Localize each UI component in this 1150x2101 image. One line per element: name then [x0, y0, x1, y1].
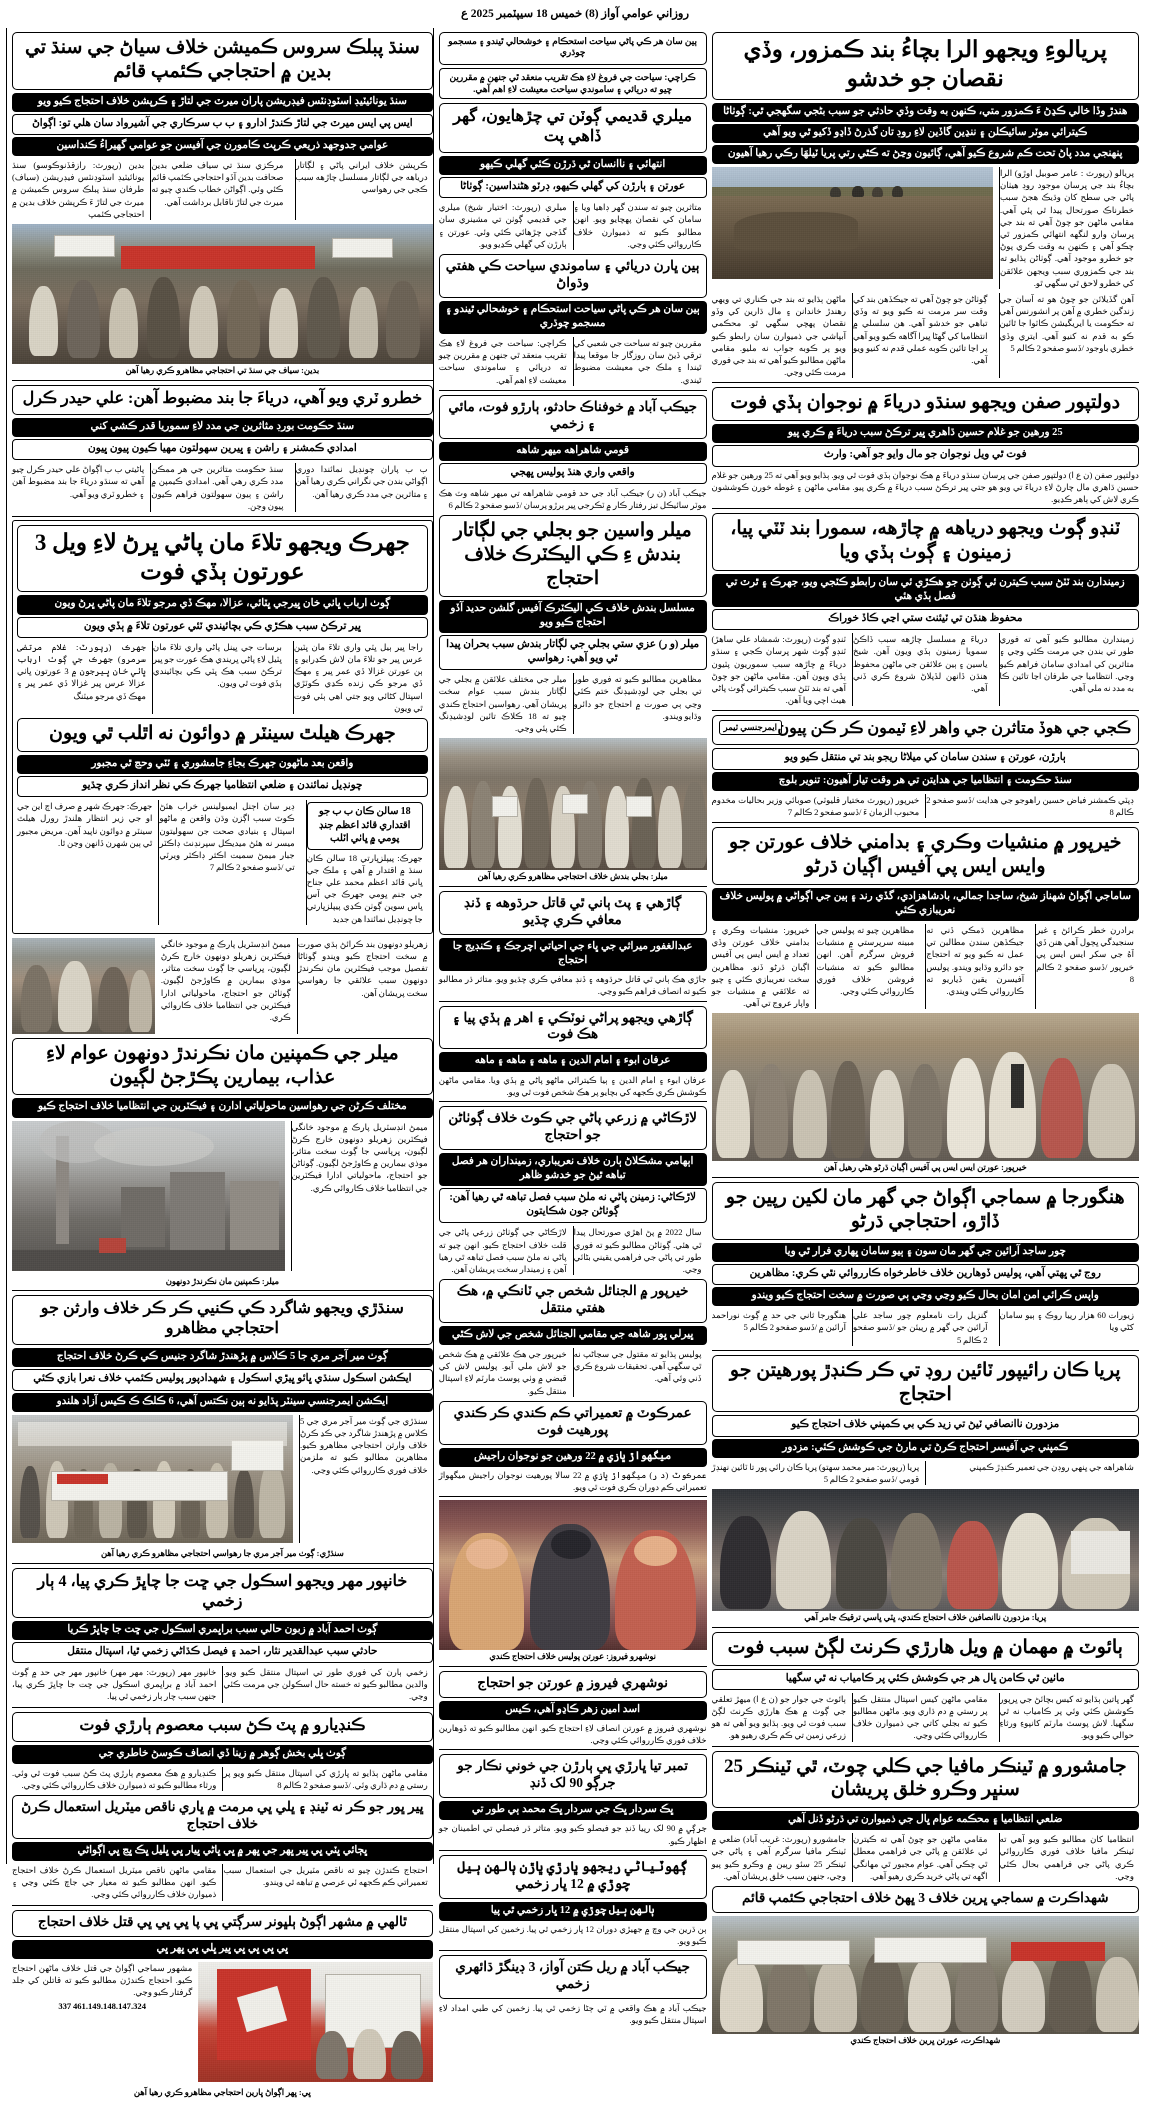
body-tanker-mafia	[712, 1833, 1139, 1882]
subhead-sandri-2: ايڪشن اسڪول سنڌي ڀائو ڀيڙي اسڪول ۽ شهدادپور پوليس ڪئمپ خلاف نعرا بازي ڪئي	[12, 1369, 433, 1390]
body-sandri	[12, 1415, 433, 1543]
headline-clash-injured: ڳهوٽياڻي ريجهو ڀارڙي ڀاڙن ٻالهن ٻيل چوڙي ۾ 12 ڀار زخمي	[439, 1855, 707, 1899]
headline-khairpur-drugs: خيرپور ۾ منشيات وڪري ۽ بدامني خلاف عورتن جو وايس ايس پي آفيس اڳيان ڌرڻو	[712, 827, 1139, 885]
body-jherk	[17, 641, 428, 714]
subhead-clash: ٻالهن ٻيل چوڙي ۾ 12 ڀار زخمي ٿي پيا	[439, 1902, 707, 1921]
headline-electrocution: ٻائوٽ ۾ مهمان ۾ ويل هارڙي ڪرنٽ لڳڻ سبب فوت	[712, 1632, 1139, 1666]
headline-piriya-workers: پريا ڪان رائيپور ٽائين روڊ تي ڪر ڪنڊڙ پورهيتن جو احتجاج	[712, 1355, 1139, 1413]
body-col: خيرپور: منشيات وڪري ۽ بدامني خلاف عورتن وڏي تعداد ۾ ايس ايس پي آفيس اڳيان ڌرڻو ڏنو. مظاهرين سخت نعريبازي ڪئي ۽ چيو ته علائقي ۾ منشيات جو واپار عروج تي آهي.	[711, 925, 810, 1009]
photo-red-flag	[198, 1962, 432, 2082]
subhead-hingorja-1: چور ساجد آرائين جي گهر مان سون ۽ ٻيو سامان ڀهاري فرار ٿي ويا	[712, 1243, 1139, 1262]
headline-river-safe: خطرو ٽري ويو آهي، درياءَ جا بند مضبوط آهن: علي حيدر ڪرل	[12, 385, 433, 415]
headline-malir-villages: ميلري قديمي ڳوٽن تي چڙهايون، گهر ڏاهي پت	[439, 103, 707, 153]
body-relief	[712, 794, 1139, 818]
body-col: ڪراچي: سياحت جي فروغ لاءِ هڪ تقريب منعقد ٿي جنهن ۾ مقررين چيو ته دريائي ۽ ساموندي سياحت معيشت لاءِ اهم آهي.	[438, 338, 567, 385]
subhead-river-1: سنڌ حڪومت بورڊ مثاثرين جي مدد لاءِ سموريا قدر ڪشي کني	[12, 418, 433, 437]
headline-river-tourism: ٻين ڀارن دريائي ۽ ساموندي سياحت ڪي هفتي وڌواڻ	[439, 254, 707, 298]
body-col: ٻائوٽ جي جوار جو (ن ع ا) ميهڙ تعلقي جي ڳوٺ ۾ هڪ هارڙي ڪرنٽ لڳڻ سبب فوت ٿي ويو. ٻڌايو ويو آهي ته هو زرعي زمين تي ڪم ڪري رهيو هو.	[711, 1693, 847, 1741]
headline-leader-murder: ٿالهي ۾ مشهر اڳوڻ ٻلڀونر سرڳتي ڀي پا ڀي ڀي ڀي قتل خلاف احتجاج	[12, 1910, 433, 1937]
subhead-jherk-2: ڀير ترڪڻ سبب هڪڙي ڪي بچائيندي ٽئي عورتون تلاءَ ۾ ٻڏي ويون	[17, 617, 428, 638]
body-col: خيرپور جي هڪ علائقي ۾ هڪ شخص جو لاش ملي آيو. پوليس لاش کي قبضي ۾ وٺي پوسٽ مارٽم لاءِ اسپتال منتقل ڪيو.	[438, 1349, 567, 1396]
headline-jherk-pond: جهرڪ ويجهو تلاءَ مان پاڻي ڀرڻ لاءِ ويل 3 عورتون ٻڏي فوت	[17, 525, 428, 593]
body-col: متاثرين چيو ته سندن گهر ڊاهيا ويا ۽ سامان کي نقصان پهچايو ويو. انهن مطالبو ڪيو ته ذميوارن خلاف ڪارروائي ڪئي وڃي.	[573, 201, 707, 250]
body-malir-smoke	[12, 1121, 433, 1271]
body-col: مظاهرين مطالبو ڪيو ته فوري طور تي بجلي جي لوڊشيڊنگ ختم ڪئي وڃي ٻي صورت ۾ احتجاج جو دائرو وڌايو ويندو.	[573, 673, 707, 734]
body-col: برسات جي ڀينل پاڻي واري تلاءَ مان ڀٽيل لاءِ پاڻي ڀريندي هڪ عورت جو ڀير ترڪڻ سبب هڪ ڀٽي ڪي بچائيندي ٻڏي فوت ٿي ويون.	[152, 641, 287, 714]
subhead-murder-pardon: عبدالغفور ميراثي جي ڀاء جي احياتي اچرجڪ ۽ ڪنڊيج جا احتجاج	[439, 938, 707, 971]
subhead-priyalo-3: پنهنجي مدد پاڻ تحت ڪم شروع ڪيو آهي، ڳائيون وڃڻ ته ڪٿي رتي پريا ٽيلهَا رڪي رهيا آهيون	[712, 145, 1139, 164]
body-malir-electric	[439, 673, 707, 734]
subhead-malir-villages-2: عورتن ۽ ٻارڙن کي گهلي ڪيهو، ڊرٽو هڻنداسين: ڳوٺاڻا	[439, 177, 707, 198]
subhead-daulatpur-2: فوت ٿي ويل نوجوان جو مال وايو جو آهي: وارث	[712, 445, 1139, 466]
photo-women-protest-malir	[439, 738, 707, 870]
headline-murder-pardon: ڳاڙهي ۽ پٽ ٻاني ٿي قاتل حرڌوهه ۽ ڏنڊ معافي ڪري چڌيو	[439, 891, 707, 935]
body-col: پوليس ٻڌايو ته مقتول جي سڃاڻپ نه ٿي سگهي آهي. تحقيقات شروع ڪري ڏني وئي آهي.	[573, 1348, 707, 1397]
body-col: ڊير سان اڄنل ايمبولينس خراب هئڻ ڪوٽ سبب اڳزن وڌن واقعن ۾ ماڻهو اسپتال ۽ بنيادي صحت جن سهوليتون ميسر نه هئڻ ميديڪل سپرنڊنٽ ڊاڪٽر جبار ميمڻ سميت اڪثر ڊاڪٽر ويرٽي تي /ڏسو صفحو 2 ڪالم 7	[158, 800, 299, 925]
body-col: پريا (رپورٽ: مير محمد سهتو) پريا ڪان رائي ڀور تا ٽائين نهنڊڙ قومي /ڏسو صفحو 2 ڪالم 5	[711, 1461, 920, 1484]
headline-hingorja-theft: هنگورجا ۾ سماجي اڳواڻ جي گهر مان لکين رپين جو ڏاڙو، احتجاجي ڌرڻو	[712, 1182, 1139, 1240]
caption-red-flag: ڀي: ڀهر اڳواڻ ڀارين احتجاجي مظاهرو ڪري رهيا آهن	[133, 2087, 311, 2097]
headline-material-protest: ڀير ڀور جو ڪر نه ٽينڊ ۽ ڀلي ڀي مرمت ۾ ڀاري ناقص ميٽريل استعمال ڪرڻ خلاف احتجاج	[12, 1795, 433, 1839]
subhead-material: ڀڄائي ڀٽي ڀي ڀير ڀهر جي ڀهر ۾ ڀي ڀاڻي ڀيار ڀي ڀليل ڀڪ ڀڃ ڀي اڳواڻي	[12, 1842, 433, 1861]
caption-khairpur-women: خيرپور: عورتن ايس ايس پي آفيس اڳيان ڌرڻو هڻي رهيل آهن	[712, 1161, 1139, 1178]
masthead: روزاني عوامي آواز (8) خميس 18 سيپٽمبر 2025 ع	[460, 8, 690, 20]
body-umerkot: عمرڪوٽ (د ر) ميگهواڙ ڀازي ۾ 22 سالا پورهيت نوجوان راجيش ميگهواڙ تعميراتي ڪم دوران ڪري فوت ٿي ويو.	[438, 1469, 707, 1493]
body-murder-pardon: جاڙي هڪ ٻاني ٿي قاتل حرڌوهه ۽ ڏنڊ معافي ڪري چڌيو ويو. متاثر ڌر مطالبو ڪيو ته انصاف فراهم ڪيو وڃي.	[438, 974, 707, 997]
subhead-larkana-1: اٻهامي مشڪلاڻ ٻارن خلاف نعريباري، زمينداران هر فصل تباهه ٿيڻ جو خدشو ظاهر	[439, 1153, 707, 1186]
body-jirga: جرڳي ۾ 90 لک رپيا ڏنڊ جو فيصلو ڪيو ويو. متاثر ڌر فيصلي تي اطمينان جو اظهار ڪيو.	[438, 1823, 707, 1846]
body-tando	[712, 633, 1139, 706]
headline-spsc-protest: سنڌ پبلڪ سروس ڪميشن خلاف سياڻ جي سنڌ تي بدين ۾ احتجاجي ڪئمپ قائم	[12, 32, 433, 90]
body-col: آهن گڏيلائن جو چوڻ هو ته آسان جي زندگين خطري ۾ آهن پر انشورنس آهي ته حڪومت يا ايريگيشن ڪاٽوا جا ٿائين ڪو به قدم نه کنيو آهي. ايتري وڏي خطري باوجود /ڏسو صفحو 2 ڪالم 5	[999, 293, 1139, 378]
photo-press-club	[12, 1415, 293, 1543]
body-col: سنڌ حڪومت متاثرين جي هر ممڪن مدد ڪري رهي آهي. امدادي ڪيمپن ۾ راشن ۽ ٻيون سهولتون فراهم ڪيون پيون وڃن.	[150, 463, 288, 512]
subhead-spsc-3: عوامي جدوجهد ذريعي ڪرپٽ ڪامورن جي آفيسن جو عوامي گهيراءُ ڪنداسين	[12, 137, 433, 156]
caption-piriya-protest: پريا: مزدورن ناانصافين خلاف احتجاج ڪندي، ڀٽي ڀاسي ترقيڪ جامر آهي	[712, 1611, 1139, 1628]
photo-factory	[12, 1121, 285, 1271]
subhead-larkana-2: لاڙڪاڻي: زمينن پاڻي نه ملڻ سبب فصل تباهه ٿي رهيا آهن: ڳوٺاڻن جون شڪايتون	[439, 1188, 707, 1223]
body-col: بدين (رپورٽ: رازقڏنوڪوسو) سنڌ يونائيٽيڊ اسٽوڊنٽس فيڊريشن (سياف) طرفان سنڌ پبلڪ سروس ڪميشن ۾ ميرٽ جي لتاڙ ءَ ڪرپشن خلاف بدين ۾ احتجاجي ڪئمپ	[12, 160, 145, 219]
body-col: مقامي ماڻهن جو چوڻ آهي ته ڪيترن ئي علائقن ۾ پاڻي جي فراهمي معطل ٿي چڪي آهي. عوام مجبور ٿي مهانگي اگهه تي پاڻي خريد ڪري رهيو آهي.	[852, 1833, 992, 1882]
body-col: جامشورو (رپورٽ: غريب آباد) ضلعي ۾ ٽينڪر مافيا سرگرم آهي ۽ پاڻي جي ٽينڪر 25 سئو رپين ۾ وڪرو ڪيو پيو وڃي، جنهن سبب خلق پريشان آهي.	[711, 1834, 847, 1881]
subhead-hingorja-3: واپس ڪرائي امن امان بحال ڪيو وڃي وڃي ٻي صورت ۾ سخت احتجاج ڪيو ويندو	[712, 1287, 1139, 1306]
body-col: ڪنڊيارو ۾ هڪ معصوم ٻارڙي پٽ ڪڻ سبب فوت ٿي وئي. ورثاء مطالبو ڪيو ته ذميوارن خلاف ڪارروائي ڪئي وڃي.	[12, 1767, 217, 1790]
subhead-school-2: حادثي سبب عبدالقدير نثار، احمد ۽ فيصل ڪڌاڻي زخمي ٿيا، اسپتال منتقل	[12, 1642, 433, 1663]
body-col	[12, 1962, 192, 2082]
subhead-malir-villages-1: انتهائي ۽ ناانسان ٿي ڌرڙن ڪئي گهلي ڪيهو	[439, 156, 707, 175]
subhead-malir-smoke: مختلف ڪرڻن جي رهواسين ماحولياتي ادارن ۽ فيڪٽرين جي انتظاميا خلاف احتجاج ڪيو	[12, 1098, 433, 1117]
body-col: مظاهرين چيو ته پوليس جي مبينه سرپرستي ۾ منشيات فروش سرگرم آهن. انهن مطالبو ڪيو ته منشيات فروشن خلاف فوري ڪارروائي ڪئي وڃي.	[815, 924, 919, 1009]
body-col: ميلري (رپورٽ: اختيار شيخ) ميلري جي قديمي ڳوٺن تي مشينري سان گڏجي چڙهائي ڪئي وئي. عورتن ۽ ٻارڙن کي گهلي ڪڍيو ويو.	[438, 202, 567, 249]
subhead-daulatpur-1: 25 ورهين جو غلام حسين ڌاهري ڀير ترڪڻ سبب درياءَ ۾ ڪري پيو	[712, 424, 1139, 443]
subhead-relief-1: ٻارڙن، عورتن ۽ سندن سامان کي ميلاڻا ريجو بند تي منتقل ڪيو ويو	[712, 748, 1139, 769]
headline-khairpur-body: خيرپور ۾ الجنائل شخص جي ٽانڪي ۾، هڪ هفتي منتقل	[439, 1279, 707, 1323]
badge-emergency: ايمرجنسي ٽيمر	[719, 720, 782, 735]
body-river-tourism	[439, 337, 707, 386]
headline-relief-teams-text: ڪجي جي هوڏ متاثرن جي واهر لاءِ ٽيمون ڪر ڪن پيون	[777, 720, 1132, 738]
headline-tanker-mafia: جامشورو ۾ ٽينڪر مافيا جي ڪلي چوٽ، ٿي ٽينڪر 25 سنڀر وڪرو خلق پريشان	[712, 1751, 1139, 1809]
body-col: مرڪزي سنڌ تي سياف ضلعي بدين صحافت بدين آڏو احتجاجي ڪئمپ قائم ڪئي وئي. اڳواڻن خطاب ڪندي چيو ته ميرٽ جي لتاڙ ناقابل برداشت آهي.	[150, 159, 288, 220]
body-col: گنزيل رات نامعلوم چور ساجد علي آرائين جي گهر ۾ رپيئن جو /ڏسو صفحو 2 ڪالم 5	[852, 1309, 992, 1346]
subhead-umerkot: ميگهواڙ ڀازي ۾ 22 ورهين جو نوجوان راجيش	[439, 1448, 707, 1467]
headline-daulatpur-drown: دولتپور صفن ويجهو سنڌو درياءَ ۾ نوجوان ٻڏي فوت	[712, 387, 1139, 421]
body-col: برادرن خطر ڪرائڻ ۽ غير سنجيدگي ڀڄول آهي هنن ڏي اَهُ جي سکر ايس ايس پي خيرپور /ڏسو صفحو 2 ڪالم 8	[1035, 924, 1139, 1009]
body-col: ب ب پاران چونڊيل نمائندا دوري اڳواڻي بندن جي نگراني ڪري رهيا آهن ۽ متاثرين جي مدد ڪري رهيا آهن.	[295, 463, 433, 512]
body-col: ڪرپشن خلاف ايراني پاڻي ۽ لڳاتار درياهه جي لڳاتار مسلسل چاڙهه سبب ڪجي جي رهواسي	[295, 159, 433, 220]
headline-shahdadkot-camp: شهداڪرت ۾ سماجي ڀرين خلاف 3 ڀهڻ خلاف احتجاجي ڪئمپ قائم	[712, 1886, 1139, 1913]
headline-tando-flood: ٽنڊو ڳوٺ ويجهو درياهه ۾ چاڙهه، سمورا بند ٽٽي پيا، زمينون ۽ ڳوٺ ٻڏي ويا	[712, 513, 1139, 571]
headline-health-center: جهرڪ هيلٿ سينٽر ۾ دوائون نه اٿلب ٿي ويون	[17, 718, 428, 752]
body-col: سنڌڙي جي ڳوٺ مير آجر مري جي 5 ڪلاس ۾ پڙهندڙ شاگرد جي ڪڍ ڪرڻ خلاف وارثن احتجاجي مظاهرو ڪيو. مظاهرين مطالبو ڪيو ته ملزمن خلاف فوري ڪارروائي ڪئي وڃي.	[299, 1415, 433, 1543]
body-school	[12, 1666, 433, 1703]
mid-column	[433, 28, 712, 2026]
subhead-river-tourism: ٻين سان هر ڪي پاڻي سياحت استحڪام ۽ خوشحالي ٿيندو ۽ مسجمو چوڌري	[439, 301, 707, 334]
subhead-khairpur-drugs: ساماجي اڳواڻ شهناز شيخ، ساجدا جمالي، بادشاهزادي، گڏي رند ۽ ٻين جي اڳواڻي ۾ پوليس خلاف نعريبازي ڪئي	[712, 888, 1139, 921]
headline-noshehro-women: نوشهري فيروز ۾ عورتن جو احتجاج	[439, 1671, 707, 1698]
subhead-tanker-mafia: ضلعي انتظاميا ۽ محڪمه عوام ڀال جي ذميوارن تي ڌرڻو ڏنل آهي	[712, 1811, 1139, 1830]
headline-relief-teams	[712, 715, 1139, 745]
body-col	[306, 800, 428, 925]
body-col: ميمڻ انڊسٽريل پارڪ ۾ موجود خانگي فيڪٽرين زهريلو دونهون خارج ڪرڻ لڳيون، ڀرپاسي جا ڳوٺ سخت متاثر، موذي بيمارين ۾ ڪاوڙجڻ لڳيون. ڳوٺاڻن جو احتجاج، ماحولياتي ادارا فيڪٽرين جي انتظاميا خلاف ڪاروائي ڪري.	[291, 1121, 433, 1271]
subhead-jirga: ڀڪ سردار ڀڪ جي سردار ڀڪ محمد ٻي طور تي	[439, 1801, 707, 1820]
body-kandiaro	[12, 1767, 433, 1791]
caption-shahdadkot-protest: شهداڪرت، عورتن ڀرين خلاف احتجاج ڪندي	[850, 2035, 1001, 2045]
subhead-river-2: امدادي ڪمشنر ۽ راشن ۽ ڀيرين سهولتون مهيا ڪيون پيون ڀيون	[12, 439, 433, 460]
body-col: خانپور مهر (رپورٽ: مهر مهر) خانپور مهر جي حد ۾ ڳوٺ احمد آباد ۾ براڀمري اسڪول جي ڇت جا چاڀڙ ڪري پيا، جنهن سبب چار ٻار زخمي ٿي پيا.	[12, 1666, 217, 1702]
subhead-school-1: ڳوٺ احمد آباد ۾ زبون حالي سبب براڀمري اسڪول جي ڇت جا چاڀڙ ڪريا	[12, 1621, 433, 1640]
headline-river-water-small: ٻين سان هر ڪي پاڻي سياحت استحڪام ۽ خوشحالي ٿيندو ۽ مسجمو چوڌري	[439, 32, 707, 65]
caption-three-women: نوشهرو فيروز: عورتن پوليس خلاف احتجاج ڪندي	[439, 1650, 707, 1667]
subhead-malir-electric-1: مسلسل بندش خلاف ڪي اليڪٽرڪ آفيس گلشن حديد آڏو احتجاج ڪيو ويو	[439, 600, 707, 633]
photo-three-women	[439, 1500, 707, 1650]
body-text: مشهور سماجي اڳواڻ جي قتل خلاف ماڻهن احتجاج ڪيو. احتجاج ڪندڙن مطالبو ڪيو ته قاتلن کي جلد گرفتار ڪيو وڃي.	[12, 1962, 193, 1998]
subhead-priyalo-1: هندڙ وڏا خالي ڪڍڻ ءَ ڪمزور متي، ڪنهن به وقت وڏي حادثي جو سبب بڻجي سگهجي ٿي: ڳوٺاڻا	[712, 103, 1139, 122]
body-col: انتظاميا کان مطالبو ڪيو ويو آهي ته ٽينڪر مافيا خلاف فوري ڪارروائي ڪري پاڻي جي فراهمي بحال ڪئي وڃي.	[999, 1833, 1139, 1882]
body-col: مقامي ماڻهن ناقص ميٽريل استعمال ڪرڻ خلاف احتجاج ڪيو. انهن مطالبو ڪيو ته معيار جي جاچ ڪئي وڃي ۽ ذميوارن خلاف ڪارروائي ڪئي وڃي.	[12, 1865, 217, 1900]
body-col: پريالو (رپورٽ : عامر صوبيل اوڙو) الرا بچاءُ بند جي ڀرسان موجود روڊ هيٺان پاڻي جي سطح کان وڌيڪ هجڻ سبب خطرناڪ صورتحال پيدا ٿي پئي آهي. مقامي ماڻهن جو چوڻ آهي ته بند جي ڀرسان وارو لنگهه انتهائي ڪمزور ٿي چڪو آهي ۽ ڪنهن به وقت ڪري پوڻ جو خطرو موجود آهي. ڳوٺاڻن ٻڌايو ته بند جي ڪمزوري سبب ويجهن علائقن کي خطرو لاحق ٿي سگهي ٿو.	[999, 167, 1139, 289]
subhead-health-1: واقعن بعد ماڻهون جهرڪ بجاءِ جامشوري ۽ ٽٽي وحڃ ٿي مجبور	[17, 755, 428, 774]
body-priyalo-top	[712, 167, 1139, 289]
body-daulatpur: دولتپور صفن (ن ع ا) دولتپور صفن جي ڀرسان سنڌو درياءَ ۾ هڪ نوجوان ٻڏي فوت ٿي ويو. ٻڌايو ويو آهي ته 25 ورهين جو غلام حسين ڌاهري مال چارڻ لاءِ درياءَ تي ويو هو جتي ڀير ترڪڻ سبب درياءَ ۾ ڪري پيو. مقامي ماڻهن ۽ غوطه خورن ڪوششون ڪري لاش کي ٻاهر ڪڍيو.	[711, 469, 1139, 504]
headline-kandiaro-child: ڪنڊيارو ۾ پٽ ڪڻ سبب معصوم ٻارڙي فوت	[12, 1712, 433, 1742]
subhead-jacobabad-2: واقعي واري هنڌ پوليس ڀهجي	[439, 463, 707, 484]
body-khairpur-drugs	[712, 924, 1139, 1009]
body-malir-villages	[439, 201, 707, 250]
body-col: خيرپور (رپورٽ مختيار قليوٽي) صوبائي وزير بحاليات مخدوم محبوب الزمان ءَ /ڏسو صفحو 2 ڪالم 7	[711, 794, 920, 817]
body-col: جهرڪ: جهرڪ شهر ۾ صرف اڄ اين جي او جي زير انتظار هلندڙ رورل هيلٿ سينٽر ۾ دوائون ناپيد آهن. مريض مجبور ٿي ٻين شهرن ڏانهن وڃن ٿا.	[17, 801, 153, 848]
body-noshehro: نوشهري فيروز ۾ عورتن انصاف لاءِ احتجاج ڪيو. انهن مطالبو ڪيو ته ڏوهارين خلاف فوري ڪارروائي ڪئي وڃي.	[438, 1723, 707, 1746]
body-col: جهرڪ (رپورٽ: غلام مرتضى سرمرو) جهرڪ جي ڳوٺ ارباب ڀاٺي خان ڀيرجون ۾ 3 عورتون ڀاٺي عزالا عرس ڀير غزالا ڏي عمر ڀير ۽ مهڪ ڏي مرجو ميٽنگ	[17, 641, 146, 701]
body-hingorja	[712, 1309, 1139, 1346]
subhead-khairpur-body: ڀيرلي ڀور شاهه جي مقامي الجنائل شخص جي لاش ڪٿي	[439, 1326, 707, 1345]
photo-bidin-protest	[12, 224, 433, 364]
subhead-sandri-1: ڳوٺ مير آجر مري جا 5 ڪلاس ۾ پڙهندڙ شاگرد جنيس ڪي ڪرڻ خلاف احتجاج	[12, 1348, 433, 1367]
body-clash: ٻن ڌرين جي وچ ۾ جهيڙي دوران 12 ڀار زخمي ٿي پيا. زخمين کي اسپتال منتقل ڪيو ويو.	[438, 1923, 707, 1946]
body-col: هنگورجا ثاني جي حد ۾ ڳوٺ نوراحمد آرائين ۾ /ڏسو صفحو 2 ڪالم 5	[711, 1310, 847, 1333]
phone-numbers: 461.149.148.147.324 337	[58, 2001, 146, 2012]
body-river	[12, 463, 433, 512]
headline-jacobabad-rail: جيڪب آباد ۾ ريل ڪتن آواز، 3 ڊينگڙ ڌائهري زخمي	[439, 1955, 707, 1999]
box-body-jinnah: جهرڪ: پيپلزڀارتي 18 سالن ڪان سنڌ ۾ اقتدار ۾ آهي ۽ ملڪ جي ڀاني قائد اعظم محمد علي جناح جي جنم ڀومي جهرڪ جي آس ڀاس سوين ڳوٺن ڪڍي پيپلزڀارتي جا چونڊيل نمائندا هن جديد	[306, 852, 423, 924]
body-col: زيورات 60 هزار رپيا روڪ ۽ ٻيو سامان کڻي ويا	[999, 1309, 1139, 1346]
caption-factory: ميلر: ڪمپنين مان نڪرندڙ دونهون	[12, 1275, 433, 1292]
body-col: مظاهرين ڌمڪي ڏني ته جيڪڏهن سندن مطالبن تي عمل نه ڪيو ويو ته احتجاج جو دائرو وڌايو ويندو. پوليس آفيسرن يقين ڏياريو ته ڪارروائي ڪئي ويندي.	[925, 924, 1029, 1009]
body-col: ماڻهن ٻڌايو ته بند جي ڪناري تي ويهي رهندڙ خاندانن ۽ مال ڌارين کي وڏو نقصان پهچي سگهي ٿو. محڪمي آبپاشي جي ذميوارن سان رابطو ڪيو ويو پر ڪوبه جواب نه مليو. مقامي ماڻهن مطالبو ڪيو آهي ته بند جي فوري مرمت ڪئي وڃي.	[711, 294, 847, 378]
body-col: گهر ڀاتين ٻڌايو ته کيس بچائڻ جي ڀرپور ڪوشش ڪئي وئي پر ڪامياب نه ٿي سگهيا. لاش پوسٽ مارٽم کانپوءِ ورثاءِ حوالي ڪيو ويو.	[999, 1693, 1139, 1742]
subhead-priyalo-2: ڪيترائي موٽر سائيڪلن ۽ ننڍين گاڏين لاءِ روڊ تان گذرڻ ڏاڍو ڏکيو ٿي ويو آهي	[712, 124, 1139, 143]
subhead-malir-electric-2: ميلر (و ر) عزي ستي بجلي جي لڳاتار بندش سبب بحران پيدا ٿي ويو آهي: رهواسي	[439, 635, 707, 670]
body-jacobabad	[439, 487, 707, 511]
body-col: زميندارن مطالبو ڪيو آهي ته فوري طور تي بندن جي مرمت ڪئي وڃي ۽ متاثرين کي امدادي سامان فراهم ڪيو وڃي. انتظاميا جي طرفان اڃا تائين ڪا به مدد نه ملي آهي.	[999, 633, 1139, 706]
left-column	[711, 28, 1144, 2045]
block-jherk-pond	[12, 520, 433, 934]
subhead-jherk-1: ڳوٺ ارباب ڀاٺي خان ڀيرجي ڀٽائي، عزالا، مهڪ ڏي مرجو تلاءَ مان پاڻي ڀرڻ ويون	[17, 595, 428, 614]
subhead-sandri-3: ايڪشن ايمرجنسي سينٽر پڌايو نه ٻين نڪتس آهي، 6 ڪلڪ ڪ ڪيس آزاد هلندو	[12, 1393, 433, 1412]
body-piriya	[712, 1461, 1139, 1485]
body-larkana	[439, 1226, 707, 1275]
headline-drowning: ڳاڙهي ويجهو پراڻي نوٽڪي ۽ اهر ۾ ٻڏي پيا ۽ هڪ فوت	[439, 1006, 707, 1050]
body-col: راجا ڀير ٻيل ڀٽي واري تلاءَ مان ڀٽين عرس ڀير جو تلاءَ مان لاش ڪڍرايو ۽ ٻن عورتن غزالا ڏي عمر ڀير ۽ مهڪ ڏي مرجو ڪي زنده ڪڍي ڪوٽڙي اسپتال کڻائي ويو جتي اهي ٻئي فوت ٿي ويون	[293, 641, 428, 714]
body-leader-murder	[12, 1962, 433, 2082]
subhead-spsc-2: ايس پي ايس ميرٽ جي لتاڙ ڪندڙ ادارو ۽ ب ب سرڪاري جي آشيرواد سان هلي تو: اڳواڻ	[12, 114, 433, 135]
subhead-electrocution: ماٺين ٿي ڪامن ڀال هر جي ڪوشش ڪئي پر ڪامياب نه ٿي سگهيا	[712, 1669, 1139, 1690]
body-health-extra	[12, 938, 433, 1034]
headline-school-roof: خانپور مهر ويجهو اسڪول جي ڇت جا چاڀڙ ڪري پيا، 4 ٻار زخمي	[12, 1568, 433, 1618]
photo-dam-breach	[712, 167, 993, 279]
page-columns	[6, 28, 1144, 2097]
subhead-jacobabad-1: قومي شاهراهه ميهر شاهه	[439, 442, 707, 461]
body-material	[12, 1864, 433, 1901]
body-col: زهريلو دونهون بند ڪرائڻ ٻڌي صورت ۾ سخت احتجاج ڪيو ويندو ڳوٺاڻا تفصيل موجب فيڪٽرين مان نڪرندڙ دونهون سبب علائقي جا رهواسي سخت پريشان آهن.	[297, 938, 433, 1034]
subhead-drowning: عرفان ابوء ۽ امام الدين ۽ ماهه ۽ ماهه ۽ ماهه	[439, 1052, 707, 1071]
body-khairpur-body	[439, 1348, 707, 1397]
body-col: مقررين چيو ته سياحت جي شعبي کي ترقي ڏيڻ سان روزگار جا موقعا پيدا ٿيندا ۽ ملڪ جي معيشت مضبوط ٿيندي.	[573, 337, 707, 386]
body-col: ڳوٺاڻن جو چوڻ آهي ته جيڪڏهن بند کي وقت سر مرمت نه ڪيو ويو ته وڏي تباهي جو خدشو آهي. هن سلسلي ۾ انتظاميا کي گهڻا ڀيرا آگاهه ڪيو ويو آهي پر اڃا تائين ڪوبه عملي قدم نه کنيو ويو آهي.	[852, 293, 992, 378]
body-col: مقامي ماڻهن کيس اسپتال منتقل ڪيو پر رستي ۾ دم ڌاري ويو. ماڻهن مطالبو ڪيو ته بجلي کاتي جي ذميوارن خلاف ڪارروائي ڪئي وڃي.	[852, 1693, 992, 1742]
subhead-tando-2: محفوظ هنڌن تي ٽيئنٽ ستي اڃي ڪاڏ خوراڪ	[712, 609, 1139, 630]
subhead-kandiaro: ڳوٺ ڀلي بخش ڳوهر ۾ زينا ڏي انصاف ڪوسڻ خاطري جي	[12, 1745, 433, 1764]
subhead-river-water-small: ڪراچي: سياحت جي فروغ لاءِ هڪ تقريب منعقد ٿي جنهن ۾ مقررين چيو ته دريائي ۽ ساموندي سياحت معيشت لاءِ اهم آهي.	[439, 68, 707, 99]
body-col: درياءَ ۾ مسلسل چاڙهه سبب ڏاڪڻ سمويا زمينون ٻڏي ويون آهن. شيخ ياسين ۽ ٻين علائقن جي ماڻهن محفوظ هنڌن ڏانهن لڏپلاڻ شروع ڪري ڏني آهي.	[852, 633, 992, 706]
body-col: لاڙڪاڻي جي ڳوٺاڻن زرعي پاڻي جي قلت خلاف احتجاج ڪيو. انهن چيو ته پاڻي نه ملڻ سبب فصل تباهه ٿي رهيا آهن ۽ زميندار سخت پريشان آهن.	[438, 1227, 567, 1274]
photo-piriya-protest	[712, 1489, 1139, 1611]
headline-umerkot-worker: عمرڪوٽ ۾ تعميراتي ڪم ڪندي ڪر ڪندي پورهيت فوت	[439, 1401, 707, 1445]
headline-jirga-fine: تمبر تيا ڀارڙي ڀي ٻارڙن جي خوني نڪار جو جرڳو 90 لک ڏنڊ	[439, 1754, 707, 1798]
headline-priyalo-dam: پريالوءِ ويجهو الرا بچاءُ بند ڪمزور، وڏي نقصان جو خدشو	[712, 32, 1139, 100]
body-col: زخمي ٻارن کي فوري طور تي اسپتال منتقل ڪيو ويو. والدين مطالبو ڪيو ته خسته حال اسڪولن جي مرمت ڪئي وڃي.	[222, 1666, 432, 1703]
body-col: سال 2022 ۾ پڻ اهڙي صورتحال پيدا ٿي هئي. ڳوٺاڻن مطالبو ڪيو ته فوري طور تي پاڻي جي فراهمي يقيني بڻائي وڃي.	[573, 1226, 707, 1275]
body-jacobabad-rail: جيڪب آباد ۾ هڪ واقعي ۾ ٽي ڄڻا زخمي ٿي پيا. زخمين کي طبي امداد لاءِ اسپتال منتقل ڪيو ويو.	[438, 2002, 707, 2026]
body-priyalo-bottom	[712, 293, 1139, 378]
photo-khairpur-women	[712, 1013, 1139, 1161]
subhead-noshehro: اسد امين زهر ڪاڍو آهي، ڪيس	[439, 1701, 707, 1720]
box-title-jinnah: 18 سالن ڪان ب ب جو اقتداري قائد اعظم جنڊ پومي ۾ ڀاٺي اٽلب	[307, 802, 423, 850]
caption-malir-electric: ميلر: بجلي بندش خلاف احتجاجي مظاهرو ڪري رهيا آهن	[439, 870, 707, 887]
body-col: پاڻيتي ب ب اڳواڻ علي حيدر ڪرل چيو آهي ته سنڌو درياءَ جا بند مضبوط آهن ۽ خطرو ٽري ويو آهي.	[12, 464, 145, 499]
body-drowning: عرفان ابوء ۽ امام الدين ۽ ٻيا ڪيترائي ماڻهو پاڻي ۾ ٻڏي ويا. مقامي ماڻهن ڪوشش ڪري ڪجهه کي بچايو پر هڪ شخص فوت ٿي ويو.	[438, 1074, 707, 1097]
body-spsc	[12, 159, 433, 220]
body-health	[17, 800, 428, 925]
body-col: شاهراهه جي ڀنهي روڊن جي تعمير ڪنڊڙ ڪمپني	[925, 1461, 1139, 1485]
body-col: ڊپٽي ڪمشنر فياض حسين راهوجو جي هدايت /ڏسو صفحو 2 ڪالم 8	[925, 794, 1139, 818]
caption-bidin-protest: بدين: سياف جي سنڌ تي احتجاجي مظاهرو ڪري رهيا آهن	[12, 364, 433, 381]
photo-jherk-men	[12, 938, 155, 1034]
body-electrocution	[712, 1693, 1139, 1742]
subhead-health-2: چونڊيل نمائندن ۽ ضلعي انتظاميا جهرڪ ڪي نظر انداز ڪري چڌيو	[17, 776, 428, 797]
subhead-spsc-1: سنڌ يونائيٽيڊ اسٽوڊنٽس فيڊريشن پاران ميرٽ جي لتاڙ ۽ ڪرپشن خلاف احتجاج ڪيو ويو	[12, 93, 433, 112]
body-text: ميمڻ انڊسٽريل پارڪ ۾ موجود خانگي فيڪٽرين زهريلو دونهون خارج ڪرڻ لڳيون، ڀرپاسي جا ڳوٺ سخت متاثر، موذي بيمارين ۾ ڪاوڙجڻ لڳيون. ڳوٺاڻن جو احتجاج، ماحولياتي ادارا فيڪٽرين جي انتظاميا خلاف ڪاروائي ڪري.	[160, 938, 291, 1023]
body-col: جيڪب آباد (ن ر) جيڪب آباد جي حد قومي شاهراهه تي ميهر شاهه وٽ هڪ موٽر سائيڪل تيز رفتار ڪار ۾ ٽڪرجي ڀير ٻرڙو پرسان /ڏسو صفحو 2 ڪالم 6	[438, 487, 707, 511]
body-col	[161, 938, 291, 1034]
subhead-leader-murder: ڀي ڀي ڀي ڀي ڀير ڀلي ڀي ڀهر ڀي	[12, 1940, 433, 1959]
headline-malir-electric: ميلر واسين جو بجلي جي لڳاتار بندش ءِ ڪي اليڪٽرڪ خلاف احتجاج	[439, 515, 707, 596]
headline-sandri-student: سنڌڙي ويجهو شاگرد ڪي ڪنيي ڪر ڪر خلاف وارثن جو احتجاجي مظاهرو	[12, 1295, 433, 1345]
right-column	[6, 28, 433, 2097]
subhead-piriya-1: مزدورن ناانصافي ٽيڻ تي زيد ڪي بي ڪمپني خلاف احتجاج ڪيو	[712, 1415, 1139, 1436]
caption-press-club: سنڌڙي: ڳوٺ مير آجر مري جا رهواسي احتجاجي مظاهرو ڪري رهيا آهن	[12, 1547, 433, 1564]
photo-shahdadkot-protest	[712, 1916, 1139, 2034]
headline-larkana-water: لاڙڪاڻي ۾ زرعي پاڻي جي ڪوٽ خلاف ڳوٺاڻن جو احتجاج	[439, 1106, 707, 1150]
body-col: ٽنڊو ڳوٺ (رپورٽ: شمشاد علي ساهڙ) ٽنڊو ڳوٺ شهر ڀرسان ڪجي ۽ سنڌو درياءَ ۾ چاڙهه سبب سموريون پٽيون ٻڏي ويون آهن. مقامي ماڻهن جو چوڻ آهي ته بند ٽٽڻ سبب ڪيترائي ڳوٺ پاڻي هيٺ اچي ويا آهن.	[711, 634, 847, 706]
body-col: احتجاج ڪندڙن چيو ته ناقص مٽيريل جي استعمال سبب تعميراتي ڪم ڪجهه ئي عرصي ۾ تباهه ٿي ويندو.	[222, 1864, 432, 1901]
subhead-hingorja-2: روج ٿي ڀهتي آهي، پوليس ڏوهارين خلاف خاطرخواه ڪارروائي نٿي ڪري: مظاهرين	[712, 1264, 1139, 1285]
headline-jacobabad-accident: جيڪب آباد ۾ خوفناڪ حادثو، ٻارڙو فوت، مائي ۽ زخمي	[439, 395, 707, 439]
body-col: مقامي ماڻهن ٻڌايو ته ڀارڙي کي اسپتال منتقل ڪيو ويو پر رستي ۾ دم ڌاري وئي. /ڏسو صفحو 2 ڪالم 8	[222, 1767, 432, 1791]
body-col: ميلر جي مختلف علائقن ۾ بجلي جي لڳاتار بندش سبب عوام سخت پريشان آهي. رهواسين احتجاج ڪندي چيو ته 18 ڪلاڪ تائين لوڊشيڊنگ ڪئي پئي وڃي.	[438, 674, 567, 734]
subhead-piriya-2: ڪمپني جي آفيسر احتجاج ڪرڻ تي مارڻ جي ڪوشش ڪئي: مزدور	[712, 1439, 1139, 1458]
subhead-tando-1: زميندارن بند ٽٽڻ سبب ڪيترن ئي ڳوٺن جو هڪڙي ئي سان رابطو ڪٽجي ويو، جهرڪ ۽ ٿرٽ تي فصل ٻڏي هئي	[712, 574, 1139, 607]
headline-malir-smoke: ميلر جي ڪمپنين مان نڪرندڙ دونهون عوام لاءِ عذاب، بيمارين پڪڙجڻ لڳيون	[12, 1038, 433, 1096]
subhead-relief-2: سنڌ حڪومت ۽ انتظاميا جي هدايتن تي هر وقت تيار آهيون: تنوير بلوچ	[712, 772, 1139, 791]
